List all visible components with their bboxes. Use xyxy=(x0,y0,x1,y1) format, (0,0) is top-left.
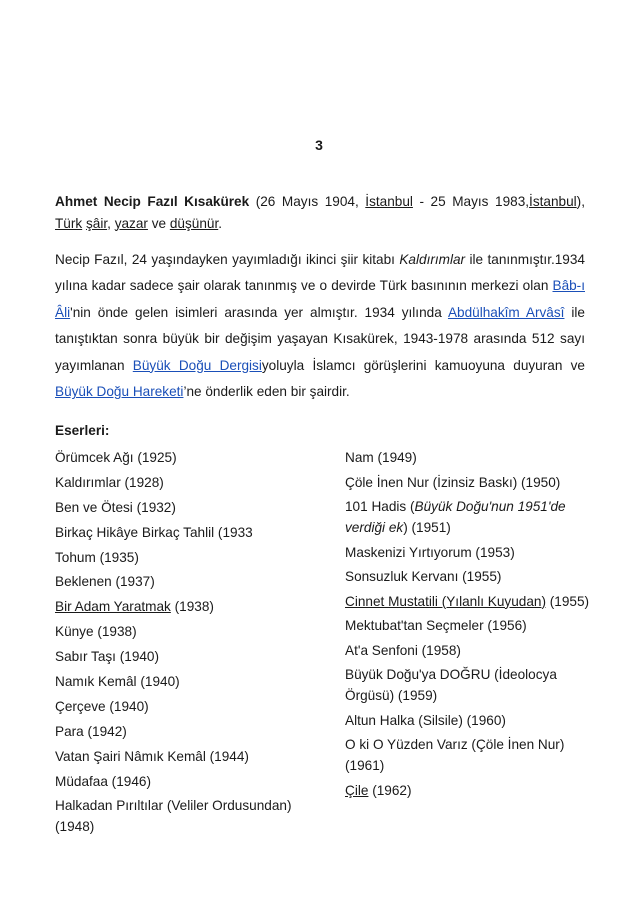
author-name: Ahmet Necip Fazıl Kısakürek xyxy=(55,193,250,209)
work-item: 101 Hadis (Büyük Doğu'nun 1951'de verdiği ek) (1951) xyxy=(345,499,566,535)
work-item: Sabır Taşı (1940) xyxy=(55,649,160,665)
link-istanbul-birth[interactable]: İstanbul xyxy=(365,193,413,209)
work-item: Çerçeve (1940) xyxy=(55,698,149,714)
work-item: Halkadan Pırıltılar (Veliler Ordusundan) (1948) xyxy=(55,798,292,835)
work-item: Künye (1938) xyxy=(55,624,137,640)
work-item: Çöle İnen Nur (İzinsiz Baskı) (1950) xyxy=(345,474,561,490)
book-title-kaldirimlar: Kaldırımlar xyxy=(399,251,466,267)
link-buyuk-dogu-dergisi[interactable]: Büyük Doğu Dergisi xyxy=(132,357,262,373)
work-item: Para (1942) xyxy=(55,723,127,739)
link-istanbul-death[interactable]: İstanbul xyxy=(529,193,577,209)
link-sair[interactable]: şâir xyxy=(85,215,108,231)
work-item: Kaldırımlar (1928) xyxy=(55,474,164,490)
work-item: Vatan Şairi Nâmık Kemâl (1944) xyxy=(55,748,249,764)
page-number: 3 xyxy=(315,137,323,153)
link-yazar[interactable]: yazar xyxy=(114,215,148,231)
link-cile[interactable]: Çile xyxy=(345,782,369,798)
work-item: At'a Senfoni (1958) xyxy=(345,642,461,658)
link-dusunur[interactable]: düşünür xyxy=(169,215,219,231)
work-item: Birkaç Hikâye Birkaç Tahlil (1933 xyxy=(55,524,253,540)
work-item: Mektubat'tan Seçmeler (1956) xyxy=(345,618,527,633)
works-list-right xyxy=(345,447,595,804)
link-buyuk-dogu-hareketi[interactable]: Büyük Doğu Hareketi xyxy=(55,384,184,400)
link-babiali[interactable]: Bâb-ı Âli xyxy=(55,278,585,320)
work-item: Müdafaa (1946) xyxy=(55,773,151,789)
work-item: Altun Halka (Silsile) (1960) xyxy=(345,712,506,728)
link-bir-adam-yaratmak[interactable]: Bir Adam Yaratmak xyxy=(55,599,171,615)
work-item: Ben ve Ötesi (1932) xyxy=(55,499,176,515)
bio-paragraph: Necip Fazıl, 24 yaşındayken yayımladığı ikinci şiir kitabı Kaldırımlar ile tanınmıştır.1934 yılına kadar sadece şair olarak tanınmış ve o devirde Türk basınının merkezi olan Bâb-ı Âli'nin önde gelen isimleri arasında yer almıştır. 1934 yılında Abdülhakîm Arvâsî ile tanıştıktan sonra büyük bir değişim yaşayan Kısakürek, 1943-1978 arasında 512 sayı yayımlanan Büyük Doğu Dergisiyoluyla İslamcı görüşlerini kamuoyuna duyuran ve Büyük Doğu Hareketi’ne önderlik eden bir şairdir. xyxy=(55,251,585,400)
works-list-left xyxy=(55,447,325,841)
work-item: Beklenen (1937) xyxy=(55,574,155,590)
link-cinnet-mustatili[interactable]: Cinnet Mustatili (Yılanlı Kuyudan) xyxy=(345,593,546,609)
work-item: Namık Kemâl (1940) xyxy=(55,674,180,690)
work-item: Örümcek Ağı (1925) xyxy=(55,450,177,465)
link-arvasi[interactable]: Abdülhakîm Arvâsî xyxy=(447,304,565,320)
work-item: Nam (1949) xyxy=(345,450,417,465)
works-heading: Eserleri: xyxy=(55,423,110,438)
link-turk[interactable]: Türk xyxy=(55,215,83,231)
work-item: Tohum (1935) xyxy=(55,549,139,565)
work-item: Büyük Doğu'ya DOĞRU (İdeolocya Örgüsü) (1959) xyxy=(345,667,557,703)
intro-paragraph: Ahmet Necip Fazıl Kısakürek (26 Mayıs 1904, İstanbul - 25 Mayıs 1983,İstanbul), Türk şâir, yazar ve düşünür. xyxy=(55,193,585,231)
work-item: Çile (1962) xyxy=(345,782,412,798)
work-item: Sonsuzluk Kervanı (1955) xyxy=(345,569,502,584)
work-item: Cinnet Mustatili (Yılanlı Kuyudan) (1955) xyxy=(345,593,590,609)
work-item: Maskenizi Yırtıyorum (1953) xyxy=(345,544,515,560)
work-item: O ki O Yüzden Varız (Çöle İnen Nur) (1961) xyxy=(345,737,565,773)
work-item: Bir Adam Yaratmak (1938) xyxy=(55,599,214,615)
